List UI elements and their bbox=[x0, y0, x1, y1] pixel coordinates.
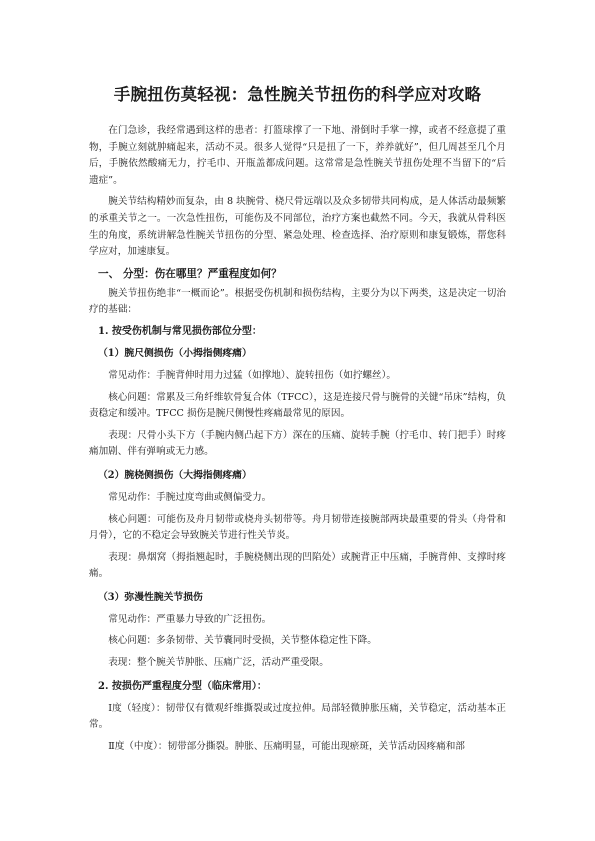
intro-paragraph-2: 腕关节结构精妙而复杂，由 8 块腕骨、桡尺骨远端以及众多韧带共同构成，是人体活动最频繁的承重关节之一。一次急性扭伤，可能伤及不同部位，治疗方案也截然不同。今天，我就从骨科医生的角度，系统讲解急性腕关节扭伤的分型、紧急处理、检查选择、治疗原则和康复锻炼，帮您科学应对，加速康复。 bbox=[89, 196, 506, 258]
ulnar-core-issue: 核心问题：常累及三角纤维软骨复合体（TFCC），这是连接尺骨与腕骨的关键“吊床”结构，负责稳定和缓冲。TFCC 损伤是腕尺侧慢性疼痛最常见的原因。 bbox=[89, 391, 506, 420]
grade-1-description: Ⅰ度（轻度）：韧带仅有微观纤维撕裂或过度拉伸。局部轻微肿胀压痛，关节稳定，活动基本正常。 bbox=[89, 702, 506, 731]
radial-core-issue: 核心问题：可能伤及舟月韧带或桡舟头韧带等。舟月韧带连接腕部两块最重要的骨头（舟骨和月骨），它的不稳定会导致腕关节进行性关节炎。 bbox=[89, 513, 506, 542]
grade-2-description: Ⅱ度（中度）：韧带部分撕裂。肿胀、压痛明显，可能出现瘀斑，关节活动因疼痛和部 bbox=[108, 740, 465, 752]
diffuse-core-issue: 核心问题：多条韧带、关节囊同时受损，关节整体稳定性下降。 bbox=[108, 635, 377, 647]
ulnar-symptoms: 表现：尺骨小头下方（手腕内侧凸起下方）深在的压痛、旋转手腕（拧毛巾、转门把手）时疼痛加剧、伴有弹响或无力感。 bbox=[89, 429, 506, 458]
section-lead-paragraph: 腕关节扭伤绝非“一概而论”。根据受伤机制和损伤结构，主要分为以下两类，这是决定一切治疗的基础： bbox=[89, 287, 506, 316]
type-heading-radial: （2）腕桡侧损伤（大拇指侧疼痛） bbox=[98, 469, 252, 481]
radial-common-action: 常见动作：手腕过度弯曲或侧偏受力。 bbox=[108, 491, 272, 503]
ulnar-common-action: 常见动作：手腕背伸时用力过猛（如撑地）、旋转扭伤（如拧螺丝）。 bbox=[108, 369, 396, 381]
document-page bbox=[89, 84, 506, 760]
intro-paragraph-1: 在门急诊，我经常遇到这样的患者：打篮球撑了一下地、滑倒时手掌一撑，或者不经意提了重物，手腕立刻就肿痛起来，活动不灵。很多人觉得“只是扭了一下，养养就好”，但几周甚至几个月后，手腕依然酸痛无力，拧毛巾、开瓶盖都成问题。这常常是急性腕关节扭伤处理不当留下的“后遗症”。 bbox=[89, 125, 506, 186]
radial-symptoms: 表现：鼻烟窝（拇指翘起时，手腕桡侧出现的凹陷处）或腕背正中压痛，手腕背伸、支撑时疼痛。 bbox=[89, 551, 506, 580]
page-title: 手腕扭伤莫轻视：急性腕关节扭伤的科学应对攻略 bbox=[113, 85, 482, 104]
diffuse-common-action: 常见动作：严重暴力导致的广泛扭伤。 bbox=[108, 613, 272, 625]
type-heading-diffuse: （3）弥漫性腕关节损伤 bbox=[98, 591, 203, 603]
diffuse-symptoms: 表现：整个腕关节肿胀、压痛广泛，活动严重受限。 bbox=[108, 657, 329, 669]
subsection-heading-mechanism: 1. 按受伤机制与常见损伤部位分型： bbox=[98, 325, 262, 337]
section-heading-classification: 一、 分型：伤在哪里？严重程度如何？ bbox=[98, 267, 282, 280]
type-heading-ulnar: （1）腕尺侧损伤（小拇指侧疼痛） bbox=[98, 347, 252, 359]
subsection-heading-severity: 2. 按损伤严重程度分型（临床常用）： bbox=[98, 680, 267, 692]
